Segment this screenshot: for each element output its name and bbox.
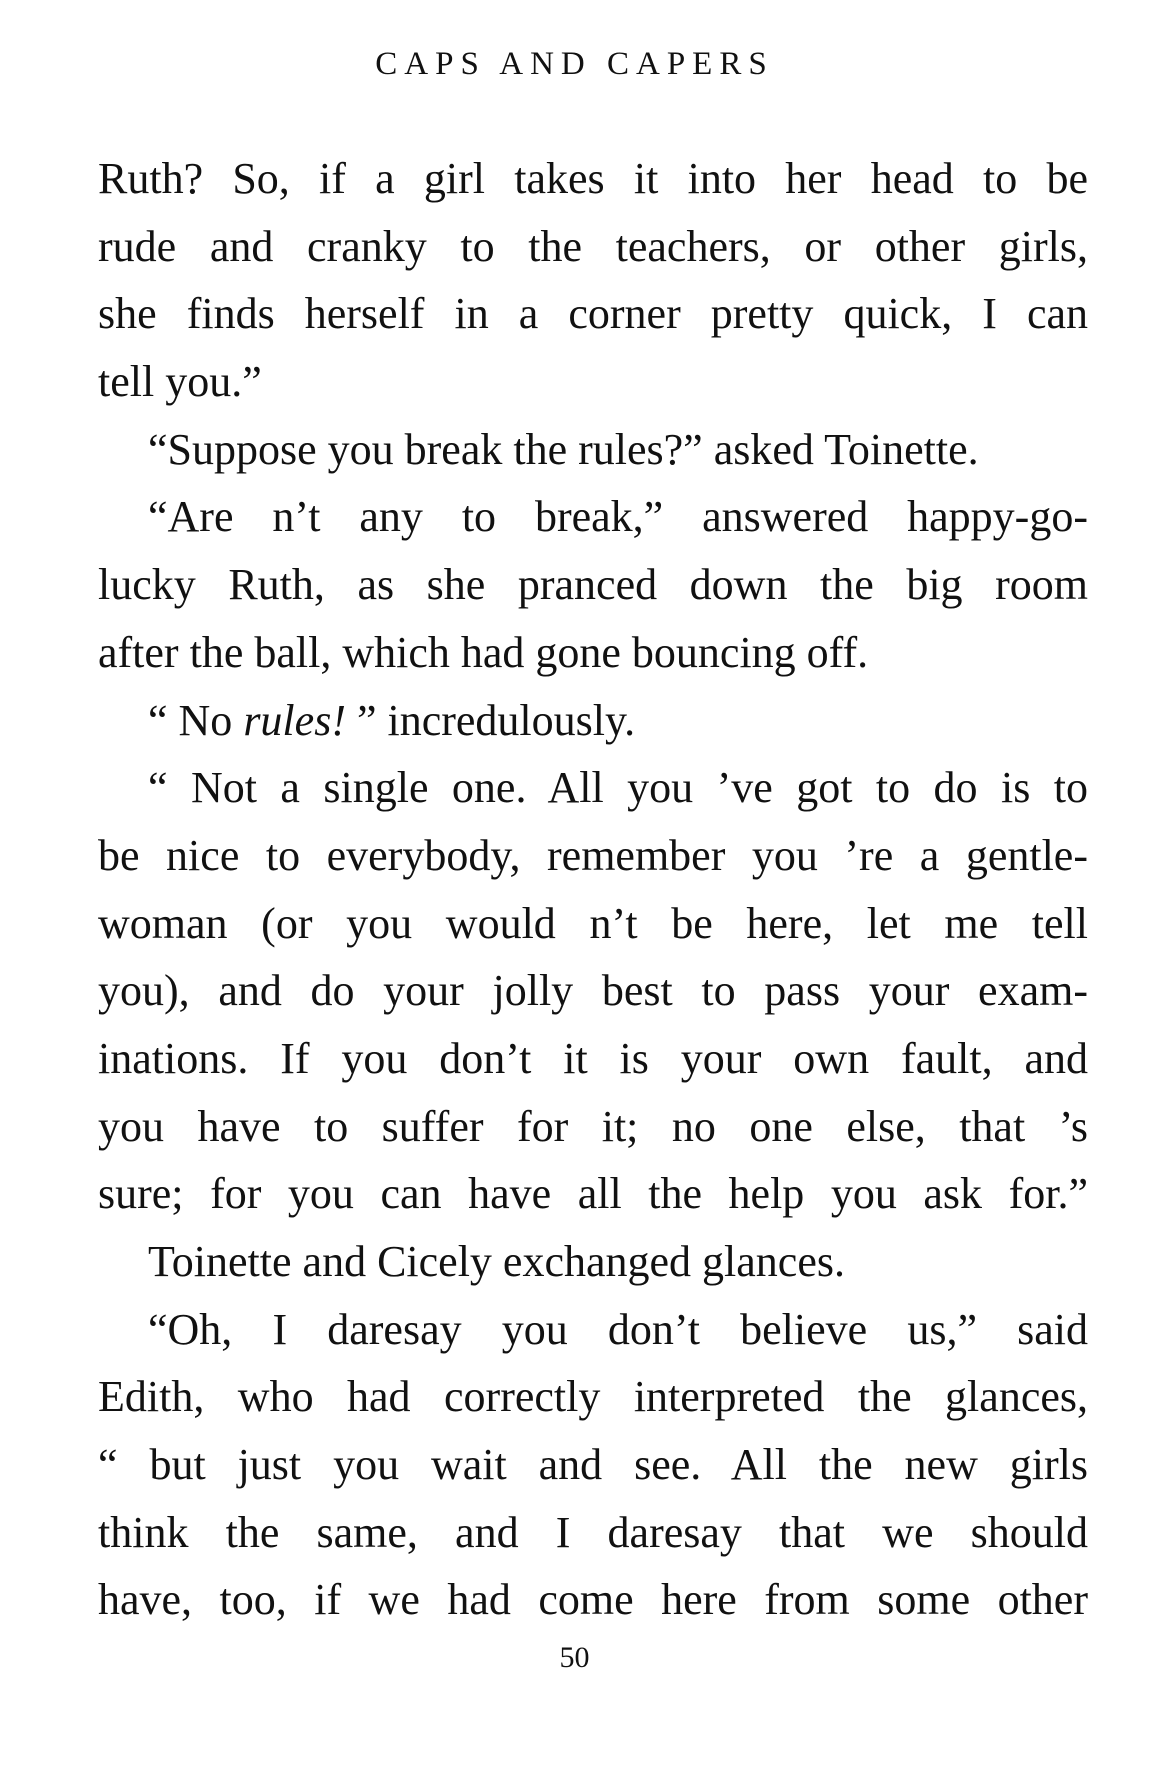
text-line: Toinette and Cicely exchanged glances.: [148, 1237, 845, 1286]
body-text: [98, 145, 1088, 1634]
text-line: “Oh, I daresay you don’t believe us,” said: [148, 1304, 1088, 1354]
text-line: “ but just you wait and see. All the new girls: [98, 1440, 1088, 1490]
page-number: 50: [559, 1641, 590, 1674]
text-line: after the ball, which had gone bouncing off.: [98, 627, 869, 677]
text-line: rude and cranky to the teachers, or other girls,: [98, 221, 1088, 271]
text-line: Ruth? So, if a girl takes it into her head to be: [98, 154, 1088, 203]
text-line: be nice to everybody, remember you ’re a gentle-: [98, 830, 1088, 880]
text-line: inations. If you don’t it is your own fault, and: [98, 1033, 1088, 1083]
text-line: “Are n’t any to break,” answered happy-go-: [148, 492, 1088, 542]
text-line: Edith, who had correctly interpreted the glances,: [98, 1372, 1088, 1422]
running-head: CAPS AND CAPERS: [375, 46, 774, 82]
text-line: woman (or you would n’t be here, let me tell: [98, 898, 1088, 948]
text-line: “Suppose you break the rules?” asked Toinette.: [148, 424, 979, 474]
text-line: [98, 687, 1088, 755]
text-line: have, too, if we had come here from some other: [98, 1575, 1088, 1625]
text-line: tell you.”: [98, 357, 262, 407]
text-line: lucky Ruth, as she pranced down the big room: [98, 560, 1088, 610]
italic-word: rules!: [243, 695, 346, 745]
text-segment: ” incredulously.: [356, 695, 636, 745]
text-line: sure; for you can have all the help you ask for.”: [98, 1169, 1088, 1219]
text-line: think the same, and I daresay that we should: [98, 1507, 1088, 1557]
text-line: you), and do your jolly best to pass your exam-: [98, 966, 1088, 1016]
text-line: she finds herself in a corner pretty quick, I can: [98, 289, 1088, 339]
text-segment: “ No: [148, 695, 233, 745]
text-line: you have to suffer for it; no one else, that ’s: [98, 1101, 1088, 1151]
text-line: “ Not a single one. All you ’ve got to do is to: [148, 763, 1088, 813]
